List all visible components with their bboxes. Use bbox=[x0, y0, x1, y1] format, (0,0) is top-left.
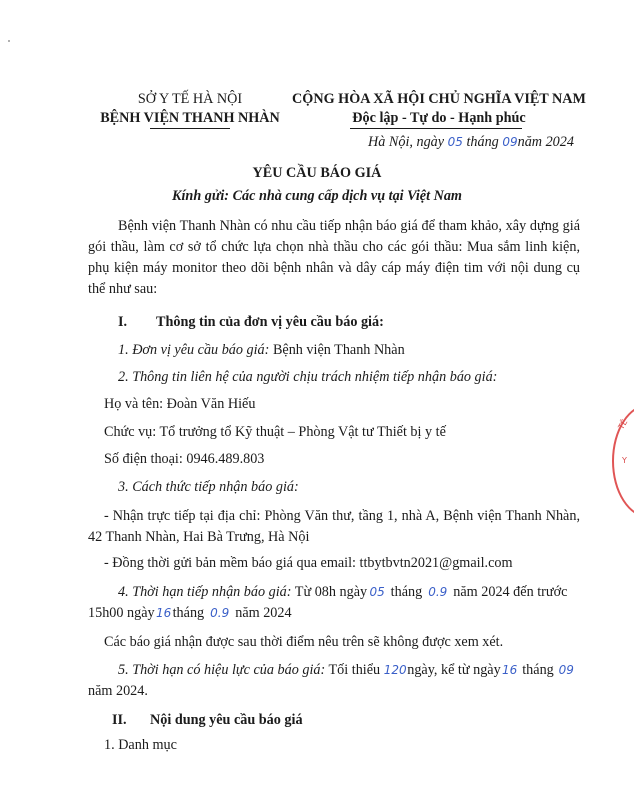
date-month-handwritten: 09 bbox=[502, 135, 518, 149]
item-5-text-b: ngày, kể từ ngày bbox=[407, 662, 501, 678]
section-2-heading: Nội dung yêu cầu báo giá bbox=[150, 712, 303, 728]
red-stamp-partial bbox=[612, 404, 634, 518]
issue-date bbox=[368, 134, 574, 151]
scan-speck bbox=[8, 40, 10, 42]
section-1-item-5-line-2: năm 2024. bbox=[88, 683, 148, 699]
department-name: SỞ Y TẾ HÀ NỘI bbox=[137, 91, 243, 107]
date-year: năm 2024 bbox=[517, 134, 574, 150]
contact-name: Họ và tên: Đoàn Văn Hiếu bbox=[104, 396, 256, 412]
header-right-underline bbox=[350, 128, 522, 129]
item-5-text-c: tháng bbox=[522, 662, 554, 678]
item-4-text-c: năm 2024 đến trước bbox=[453, 584, 568, 600]
item-5-label: 5. Thời hạn có hiệu lực của báo giá: bbox=[118, 662, 326, 678]
hospital-name: BỆNH VIỆN THANH NHÀN bbox=[100, 110, 280, 126]
item-4-day-from-handwritten: 05 bbox=[369, 585, 385, 599]
item-4-text-f: năm 2024 bbox=[235, 605, 292, 621]
national-motto: Độc lập - Tự do - Hạnh phúc bbox=[352, 110, 526, 126]
item-4-text-d: 15h00 ngày bbox=[88, 605, 155, 621]
item-4-label: 4. Thời hạn tiếp nhận báo giá: bbox=[118, 584, 292, 600]
intro-paragraph: Bệnh viện Thanh Nhàn có nhu cầu tiếp nhận báo giá để tham khảo, xây dựng giá gói thầu, làm cơ sở tổ chức lựa chọn nhà thầu cho các gói thầu: Mua sắm linh kiện, phụ kiện máy monitor theo dõi bệnh nhân và dây cáp máy điện tim với nội dung cụ thể như sau: bbox=[88, 218, 580, 297]
item-5-month-handwritten: 09 bbox=[558, 663, 574, 677]
section-1-item-2: 2. Thông tin liên hệ của người chịu trách nhiệm tiếp nhận báo giá: bbox=[118, 369, 498, 385]
document-title: YÊU CẦU BÁO GIÁ bbox=[252, 165, 382, 181]
item-4-text-b: tháng bbox=[390, 584, 423, 600]
item-5-text-a: Tối thiểu bbox=[328, 662, 381, 678]
section-1-item-3: 3. Cách thức tiếp nhận báo giá: bbox=[118, 479, 299, 495]
contact-position: Chức vụ: Tổ trưởng tổ Kỹ thuật – Phòng Vật tư Thiết bị y tế bbox=[104, 424, 446, 440]
item-4-month-from-handwritten: 0.9 bbox=[428, 585, 448, 599]
section-1-item-4-line-2 bbox=[88, 605, 292, 622]
stamp-text-mid: Y bbox=[622, 456, 627, 465]
item-4-day-to-handwritten: 16 bbox=[155, 606, 172, 620]
contact-phone: Số điện thoại: 0946.489.803 bbox=[104, 451, 265, 467]
receive-direct: - Nhận trực tiếp tại địa chỉ: Phòng Văn thư, tầng 1, nhà A, Bệnh viện Thanh Nhàn, 42 Thanh Nhàn, Hai Bà Trưng, Hà Nội bbox=[88, 508, 580, 545]
section-1-heading: Thông tin của đơn vị yêu cầu báo giá: bbox=[156, 314, 384, 330]
item-4-text-e: tháng bbox=[172, 605, 205, 621]
section-1-item-4-line-1 bbox=[118, 584, 567, 601]
item-4-text-a: Từ 08h ngày bbox=[294, 584, 368, 600]
item-4-month-to-handwritten: 0.9 bbox=[210, 606, 230, 620]
receive-email: - Đồng thời gửi bản mềm báo giá qua email: ttbytbvtn2021@gmail.com bbox=[104, 555, 513, 571]
section-1-number: I. bbox=[118, 314, 128, 330]
date-day-handwritten: 05 bbox=[447, 135, 463, 149]
item-5-days-handwritten: 120 bbox=[383, 663, 407, 677]
item-1-label: 1. Đơn vị yêu cầu báo giá: bbox=[118, 342, 270, 358]
section-2-number: II. bbox=[112, 712, 127, 728]
section-1-item-5-line-1 bbox=[118, 662, 575, 679]
stamp-text-top: TÊ bbox=[616, 417, 630, 432]
item-1-value: Bệnh viện Thanh Nhàn bbox=[272, 342, 405, 358]
date-prefix: Hà Nội, ngày bbox=[368, 134, 445, 150]
late-notice: Các báo giá nhận được sau thời điểm nêu trên sẽ không được xem xét. bbox=[104, 634, 504, 650]
recipient: Kính gửi: Các nhà cung cấp dịch vụ tại Việt Nam bbox=[172, 188, 462, 204]
date-month-label: tháng bbox=[466, 134, 499, 150]
section-2-item-1: 1. Danh mục bbox=[104, 737, 177, 753]
header-left-underline bbox=[150, 128, 230, 129]
section-1-item-1 bbox=[118, 342, 405, 359]
national-title: CỘNG HÒA XÃ HỘI CHỦ NGHĨA VIỆT NAM bbox=[292, 91, 586, 107]
item-5-day-handwritten: 16 bbox=[502, 663, 518, 677]
